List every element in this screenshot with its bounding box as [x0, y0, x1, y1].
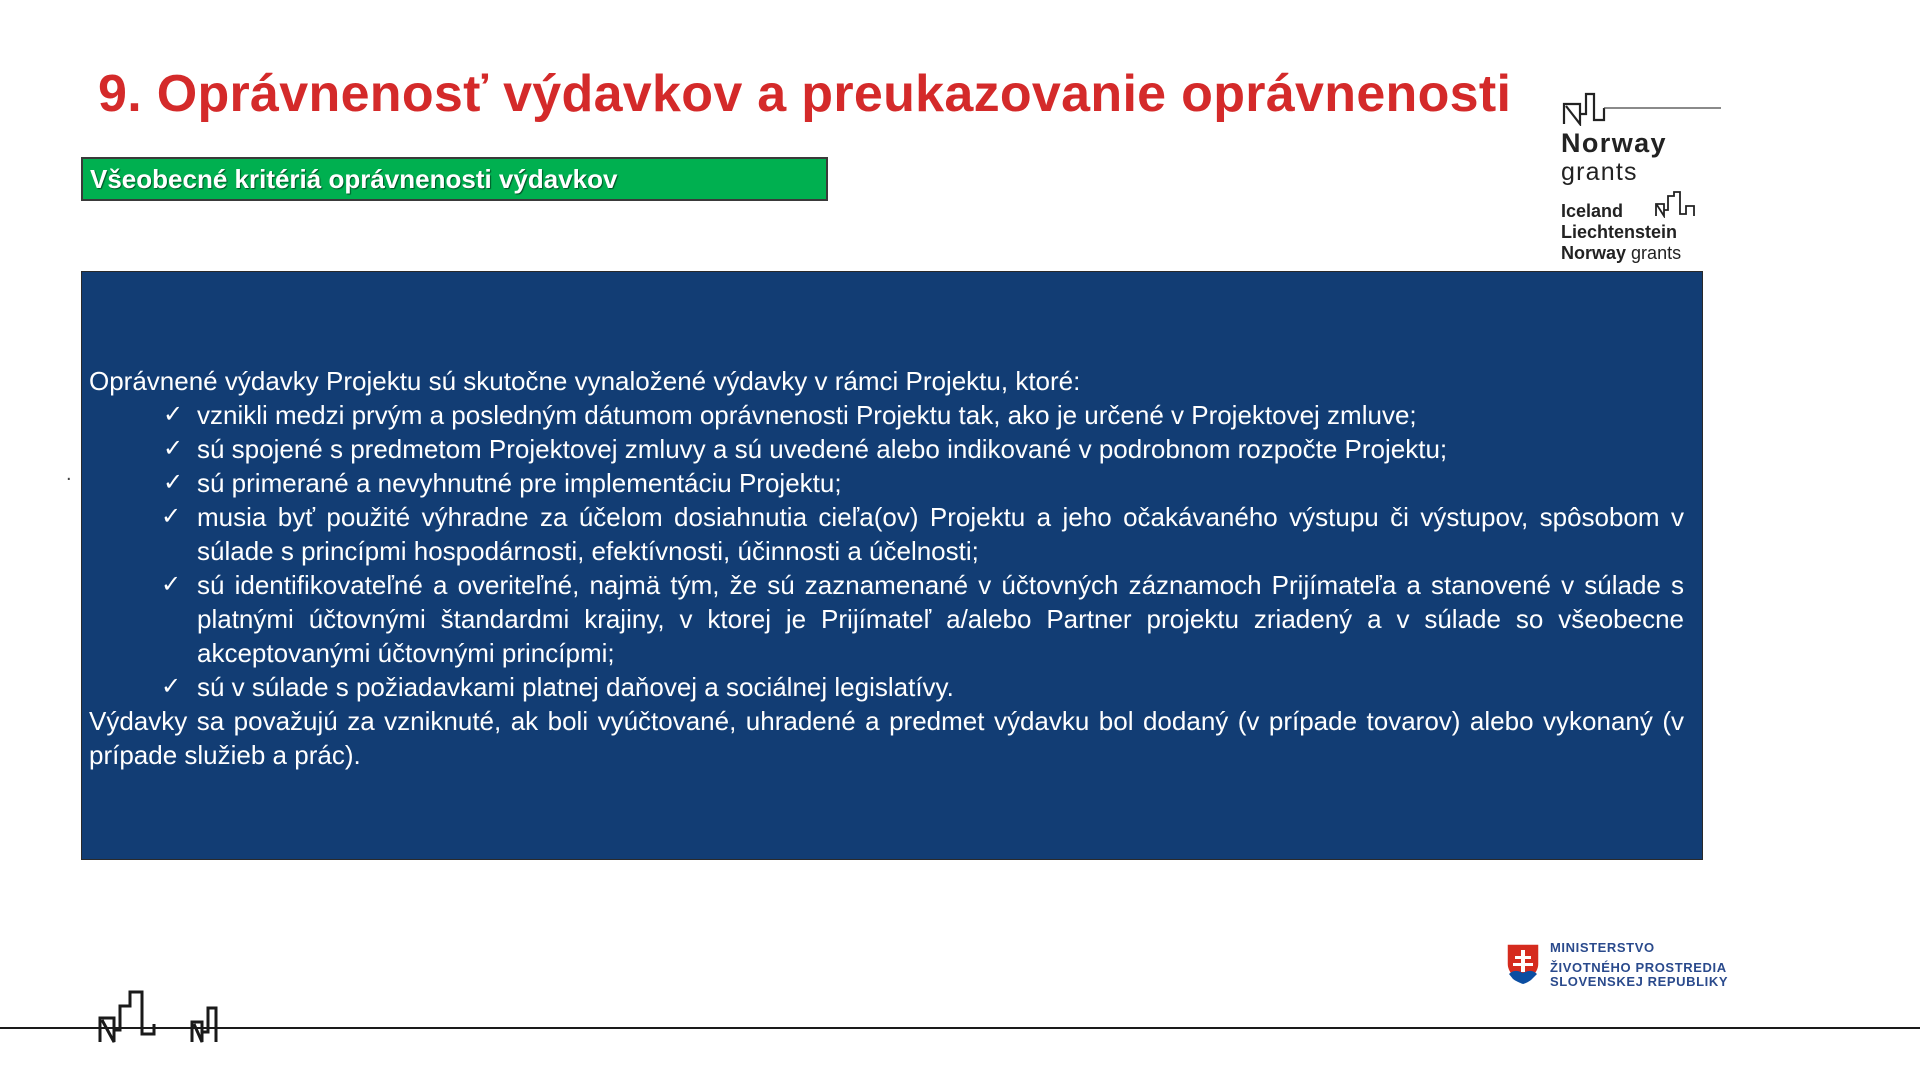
check-icon: ✓ [162, 435, 184, 462]
criteria-item [89, 670, 1684, 704]
intro-text: Oprávnené výdavky Projektu sú skutočne vynaložené výdavky v rámci Projektu, ktoré: [89, 366, 1081, 396]
norway-grants-logo [1558, 86, 1723, 266]
stray-dot: . [66, 463, 72, 485]
check-icon: ✓ [161, 571, 182, 598]
eligibility-content-box [81, 271, 1703, 860]
ministry-line-2: ŽIVOTNÉHO PROSTREDIA [1550, 960, 1727, 975]
criteria-text: musia byť použité výhradne za účelom dosiahnutia cieľa(ov) Projektu a jeho očakávaného výstupu či výstupov, spôsobom v súlade s princípmi hospodárnosti, efektívnosti, účinnosti a účelnosti; [197, 502, 1684, 566]
logo-line-iceland: Iceland [1561, 201, 1624, 221]
check-icon: ✓ [162, 401, 184, 428]
slide-title: 9. Oprávnenosť výdavkov a preukazovanie oprávnenosti [98, 65, 1512, 123]
criteria-text: sú primerané a nevyhnutné pre implementáciu Projektu; [197, 468, 842, 498]
eligibility-criteria-list [89, 398, 1684, 704]
criteria-item [89, 432, 1684, 466]
ministry-line-1: MINISTERSTVO [1550, 940, 1655, 955]
check-icon: ✓ [161, 673, 182, 700]
closing-text: Výdavky sa považujú za vzniknuté, ak boli vyúčtované, uhradené a predmet výdavku bol dodaný (v prípade tovarov) alebo vykonaný (v prípade služieb a prác). [89, 706, 1684, 770]
logo-word-grants: grants [1561, 158, 1638, 186]
criteria-text: sú spojené s predmetom Projektovej zmluvy a sú uvedené alebo indikované v podrobnom rozpočte Projektu; [197, 434, 1448, 464]
eea-grants-mark-icon [1654, 186, 1724, 218]
ministry-line-3: SLOVENSKEJ REPUBLIKY [1550, 974, 1729, 989]
footer-grants-mark-icon [96, 988, 236, 1048]
criteria-item [89, 500, 1684, 568]
criteria-item [89, 466, 1684, 500]
logo-line-grants: grants [1631, 243, 1682, 263]
check-icon: ✓ [161, 503, 182, 530]
logo-line-liechtenstein: Liechtenstein [1561, 222, 1678, 242]
subtitle-banner [81, 157, 828, 201]
ministry-logo [1505, 940, 1735, 1000]
norway-grants-mark-icon [1558, 86, 1723, 126]
logo-line-norway: Norway [1561, 243, 1627, 263]
criteria-item [89, 398, 1684, 432]
subtitle-text: Všeobecné kritériá oprávnenosti výdavkov [90, 163, 618, 194]
check-icon: ✓ [162, 469, 184, 496]
logo-word-norway: Norway [1561, 128, 1667, 158]
criteria-text: vznikli medzi prvým a posledným dátumom oprávnenosti Projektu tak, ako je určené v Projektovej zmluve; [197, 400, 1417, 430]
logo-line-norway-grants [1561, 243, 1681, 264]
criteria-item [89, 568, 1684, 670]
slovak-emblem-icon [1505, 942, 1541, 986]
criteria-text: sú v súlade s požiadavkami platnej daňovej a sociálnej legislatívy. [197, 672, 954, 702]
footer-divider [0, 1027, 1920, 1029]
criteria-text: sú identifikovateľné a overiteľné, najmä tým, že sú zaznamenané v účtovných záznamoch Prijímateľa a stanovené v súlade s platnými účtovnými štandardmi krajiny, v ktorej je Prijímateľ a/alebo Partner projektu zriadený a v súlade so všeobecne akceptovanými účtovnými princípmi; [197, 570, 1684, 668]
